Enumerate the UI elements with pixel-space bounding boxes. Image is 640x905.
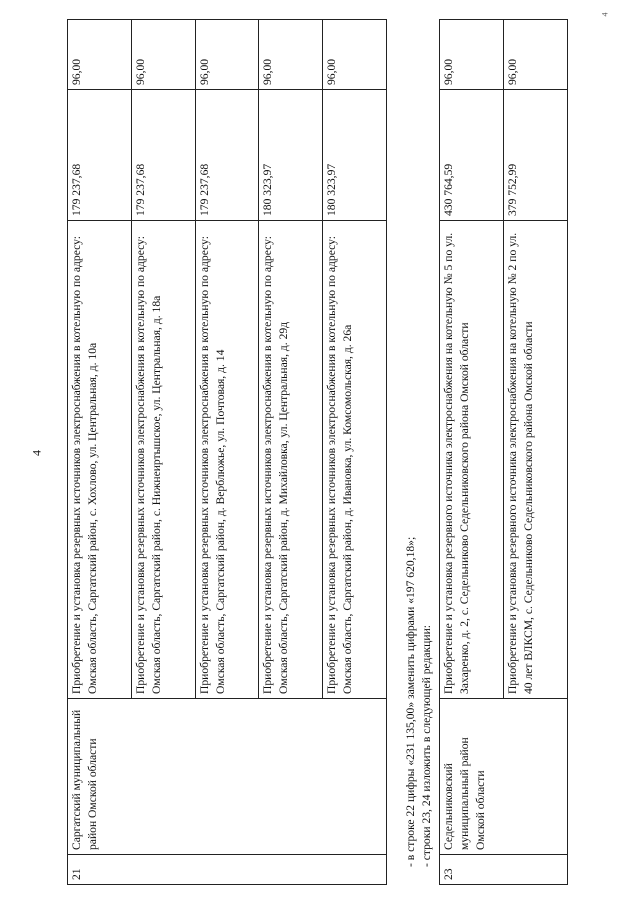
- rotated-document-content: [67, 20, 575, 885]
- percent-cell: 96,00: [504, 20, 568, 90]
- description-cell: Приобретение и установка резервных источников электроснабжения в котельную по адресу: Омская область, Саргатский район, д. Михайловка, ул. Центральная, д. 29д: [259, 221, 323, 699]
- description-cell: Приобретение и установка резервного источника электроснабжения на котельную № 5 по ул. Захаренко, д. 2, с. Седельниково Седельниковского района Омской области: [440, 221, 504, 699]
- percent-cell: 96,00: [323, 20, 387, 90]
- percent-cell: 96,00: [195, 20, 259, 90]
- instruction-line: - в строке 22 цифры «231 135,00» заменить цифрами «197 620,18»;: [404, 536, 417, 867]
- table-saratsky: [67, 19, 387, 885]
- percent-cell: 96,00: [68, 20, 132, 90]
- percent-cell: 96,00: [440, 20, 504, 90]
- sum-cell: 179 237,68: [131, 90, 195, 221]
- table-sedelnikovsky: [439, 19, 568, 885]
- municipality-cell: Саргатский муниципальный район Омской области: [68, 699, 387, 855]
- percent-cell: 96,00: [259, 20, 323, 90]
- amendment-instructions: [403, 27, 435, 867]
- instruction-line: - строки 23, 24 изложить в следующей редакции:: [420, 624, 433, 867]
- table-row: [68, 20, 132, 885]
- sum-cell: 430 764,59: [440, 90, 504, 221]
- sum-cell: 379 752,99: [504, 90, 568, 221]
- sum-cell: 180 323,97: [323, 90, 387, 221]
- page-number: 4: [29, 450, 44, 456]
- corner-mark: 4: [600, 12, 610, 17]
- percent-cell: 96,00: [131, 20, 195, 90]
- description-cell: Приобретение и установка резервных источников электроснабжения в котельную по адресу: Омская область, Саргатский район, с. Нижнеиртышское, ул. Центральная, д. 18а: [131, 221, 195, 699]
- description-cell: Приобретение и установка резервного источника электроснабжения на котельную № 2 по ул. 40 лет ВЛКСМ, с. Седельниково Седельниковского района Омской области: [504, 221, 568, 699]
- sum-cell: 179 237,68: [195, 90, 259, 221]
- municipality-cell: Седельниковский муниципальный район Омской области: [440, 699, 568, 855]
- sum-cell: 180 323,97: [259, 90, 323, 221]
- description-cell: Приобретение и установка резервных источников электроснабжения в котельную по адресу: Омская область, Саргатский район, д. Верблюжье, ул. Почтовая, д. 14: [195, 221, 259, 699]
- description-cell: Приобретение и установка резервных источников электроснабжения в котельную по адресу: Омская область, Саргатский район, д. Ивановка, ул. Комсомольская, д. 26а: [323, 221, 387, 699]
- row-number-cell: 23: [440, 855, 568, 885]
- table-row: [440, 20, 504, 885]
- description-cell: Приобретение и установка резервных источников электроснабжения в котельную по адресу: Омская область, Саргатский район, с. Хохлово, ул. Центральная, д. 10а: [68, 221, 132, 699]
- row-number-cell: 21: [68, 855, 387, 885]
- sum-cell: 179 237,68: [68, 90, 132, 221]
